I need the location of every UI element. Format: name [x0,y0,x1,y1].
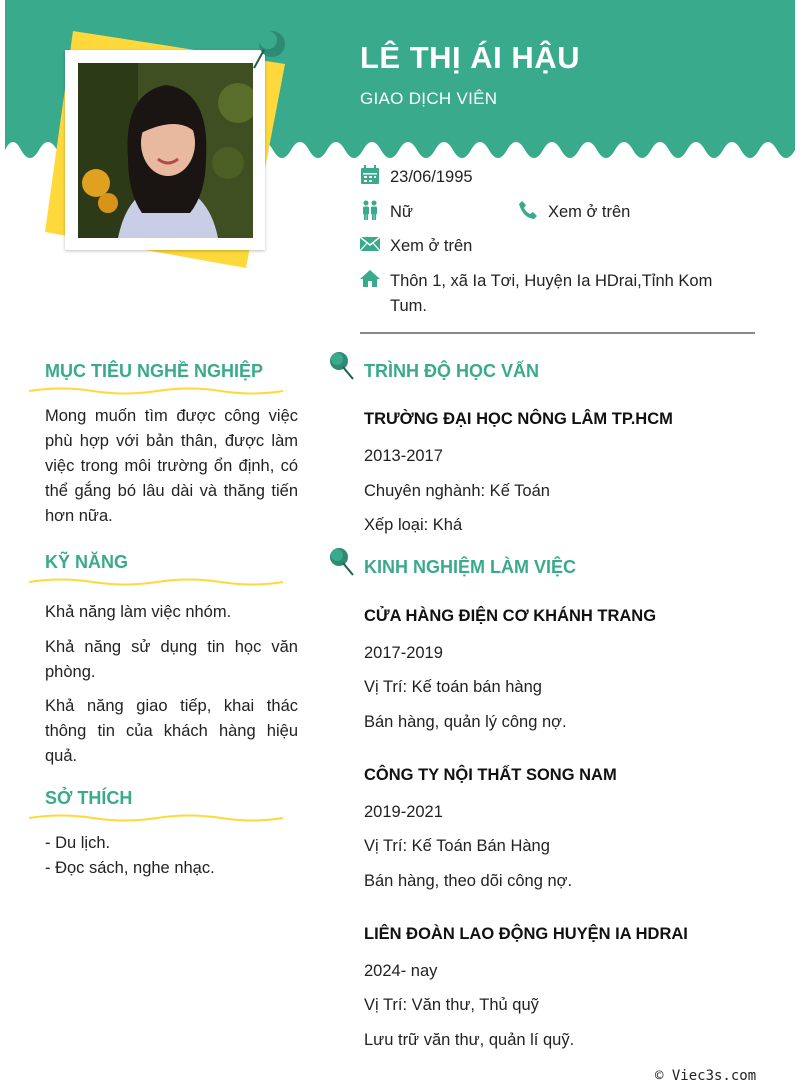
address-line-1: Thôn 1, xã Ia Tơi, Huyện Ia HDrai,Tỉnh Kom [390,272,713,290]
hobby-item: - Du lịch. [45,834,111,852]
avatar [78,63,253,238]
pushpin-icon [250,26,290,72]
education-major: Chuyên nghành: Kế Toán [364,482,550,500]
education-grade: Xếp loại: Khá [364,516,463,534]
calendar-icon [360,165,380,185]
job-period: 2024- nay [364,962,438,980]
education-heading: TRÌNH ĐỘ HỌC VẤN [364,361,539,381]
envelope-icon [360,234,380,254]
job-company: CÔNG TY NỘI THẤT SONG NAM [364,766,617,784]
pushpin-icon [328,351,356,381]
hobby-item: - Đọc sách, nghe nhạc. [45,859,215,877]
objective-heading: MỤC TIÊU NGHỀ NGHIỆP [45,361,264,381]
job-period: 2019-2021 [364,803,443,821]
photo-block [0,0,330,300]
photo-frame [65,50,265,250]
education-period: 2013-2017 [364,447,443,465]
skill-item: Khả năng làm việc nhóm. [45,603,232,621]
email-value: Xem ở trên [390,237,473,255]
hobbies-heading: SỞ THÍCH [45,788,133,808]
skills-underline [29,576,283,588]
job-title: GIAO DỊCH VIÊN [360,89,498,108]
header-divider [360,332,755,334]
home-icon [360,269,380,289]
skill-item: Khả năng sử dụng tin học văn phòng. [45,638,298,681]
job-position: Vị Trí: Kế Toán Bán Hàng [364,837,550,855]
hobbies-underline [29,812,283,824]
skills-heading: KỸ NĂNG [45,552,129,572]
experience-heading: KINH NGHIỆM LÀM VIỆC [364,557,577,577]
candidate-name: LÊ THỊ ÁI HẬU [360,40,581,75]
phone-value: Xem ở trên [548,203,631,221]
pushpin-icon [328,547,356,577]
job-position: Vị Trí: Kế toán bán hàng [364,678,542,696]
birthday-value: 23/06/1995 [390,168,473,186]
job-company: LIÊN ĐOÀN LAO ĐỘNG HUYỆN IA HDRAI [364,925,688,943]
skill-item: Khả năng giao tiếp, khai thác thông tin của khách hàng hiệu quả. [45,697,298,765]
job-period: 2017-2019 [364,644,443,662]
school-name: TRƯỜNG ĐẠI HỌC NÔNG LÂM TP.HCM [364,410,673,428]
job-description: Bán hàng, quản lý công nợ. [364,713,567,731]
watermark: © Viec3s.com [655,1068,757,1084]
objective-underline [29,385,283,397]
objective-text: Mong muốn tìm được công việc phù hợp với bản thân, được làm việc trong môi trường ổn định, có thể gắng bó lâu dài và thăng tiến hơn nữa. [45,407,298,525]
job-position: Vị Trí: Văn thư, Thủ quỹ [364,996,539,1014]
phone-icon [518,200,538,220]
gender-value: Nữ [390,203,413,221]
job-description: Bán hàng, theo dõi công nợ. [364,872,573,890]
job-company: CỬA HÀNG ĐIỆN CƠ KHÁNH TRANG [364,607,657,625]
address-line-2: Tum. [390,297,427,315]
people-icon [360,200,380,220]
job-description: Lưu trữ văn thư, quản lí quỹ. [364,1031,575,1049]
